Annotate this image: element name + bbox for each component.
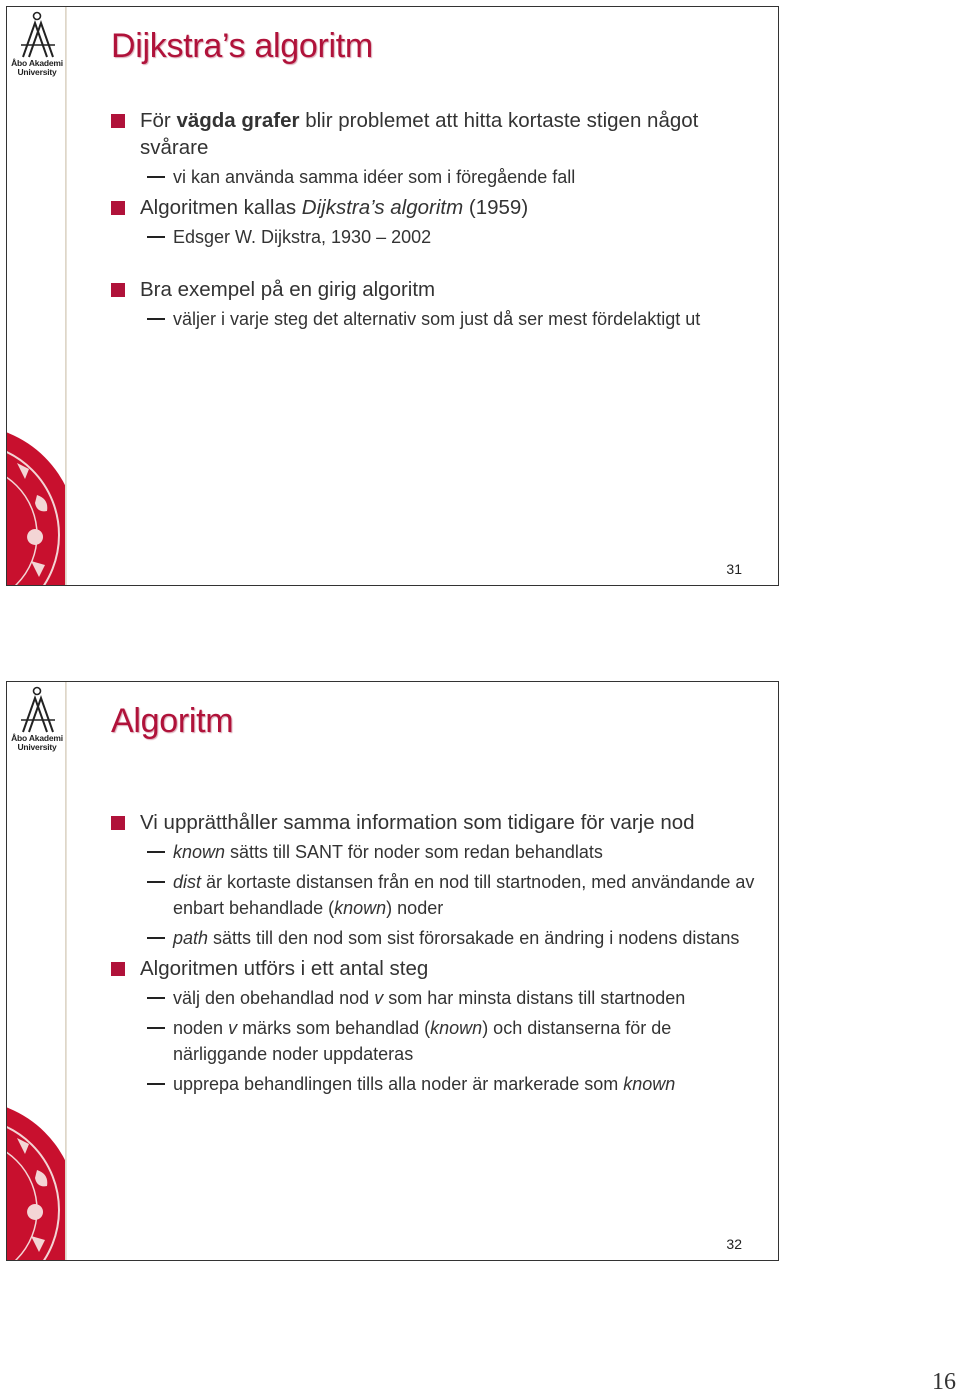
- italic-text: known: [430, 1018, 483, 1038]
- text: blir problemet att hitta kortaste stigen något svårare: [140, 109, 699, 159]
- dash-icon: [147, 851, 165, 853]
- bullet: [109, 809, 758, 836]
- abo-akademi-emblem-icon: [17, 11, 57, 59]
- dash-icon: [147, 1027, 165, 1029]
- sub-bullet: [109, 869, 758, 921]
- italic-text: dist: [173, 872, 202, 892]
- slide-body: [109, 107, 758, 336]
- text: (1959): [463, 196, 529, 219]
- italic-text: known: [334, 898, 387, 918]
- sub-bullet: [109, 164, 758, 190]
- dash-icon: [147, 1083, 165, 1085]
- brand-band: [7, 682, 67, 1260]
- text: Vi upprätthåller samma information som tidigare för varje nod: [140, 811, 695, 834]
- slide-page-number: 32: [726, 1236, 742, 1252]
- bullet-square-icon: [111, 114, 125, 128]
- bold-text: vägda grafer: [176, 109, 300, 132]
- text: sätts till den nod som sist förorsakade en ändring i nodens distans: [208, 928, 740, 948]
- text: är kortaste distansen från en nod till startnoden, med användande av enbart behandlade (: [173, 872, 755, 918]
- italic-text: path: [173, 928, 209, 948]
- seal-watermark-icon: [7, 1100, 67, 1260]
- seal-watermark-icon: [7, 425, 67, 585]
- italic-text: Dijkstra’s algoritm: [301, 196, 464, 219]
- italic-text: v: [374, 988, 384, 1008]
- sub-bullet: [109, 1071, 758, 1097]
- sub-bullet: [109, 839, 758, 865]
- logo-line1: Åbo Akademi: [11, 733, 63, 743]
- dash-icon: [147, 318, 165, 320]
- bullet: [109, 107, 758, 161]
- logo-line2: University: [17, 742, 57, 752]
- text: noden: [173, 1018, 229, 1038]
- bullet-square-icon: [111, 816, 125, 830]
- text: som har minsta distans till startnoden: [383, 988, 686, 1008]
- slide-31: [6, 6, 779, 586]
- text: sätts till SANT för noder som redan behandlats: [225, 842, 603, 862]
- dash-icon: [147, 176, 165, 178]
- text: För: [140, 109, 177, 132]
- sub-bullet: [109, 224, 758, 250]
- bullet: [109, 276, 758, 303]
- text: Bra exempel på en girig algoritm: [140, 278, 436, 301]
- sub-bullet: [109, 985, 758, 1011]
- slide-title: Dijkstra’s algoritm: [111, 27, 373, 65]
- text: Algoritmen kallas: [140, 196, 302, 219]
- slide-title: Algoritm: [111, 702, 234, 740]
- text: upprepa behandlingen tills alla noder är markerade som: [173, 1074, 624, 1094]
- text: märks som behandlad (: [237, 1018, 431, 1038]
- dash-icon: [147, 236, 165, 238]
- university-logo: [7, 686, 67, 752]
- text: ) noder: [386, 898, 444, 918]
- slide-body: [109, 809, 758, 1101]
- slide-page-number: 31: [726, 561, 742, 577]
- dash-icon: [147, 881, 165, 883]
- bullet: [109, 194, 758, 221]
- bullet-square-icon: [111, 283, 125, 297]
- text: Algoritmen utförs i ett antal steg: [140, 957, 429, 980]
- text: väljer i varje steg det alternativ som just då ser mest fördelaktigt ut: [173, 309, 701, 329]
- bullet-square-icon: [111, 962, 125, 976]
- italic-text: v: [228, 1018, 238, 1038]
- text: vi kan använda samma idéer som i föregående fall: [173, 167, 576, 187]
- logo-line2: University: [17, 67, 57, 77]
- logo-line1: Åbo Akademi: [11, 58, 63, 68]
- sub-bullet: [109, 925, 758, 951]
- brand-band: [7, 7, 67, 585]
- document-page-number: 16: [932, 1369, 956, 1395]
- abo-akademi-emblem-icon: [17, 686, 57, 734]
- sub-bullet: [109, 306, 758, 332]
- italic-text: known: [623, 1074, 676, 1094]
- text: välj den obehandlad nod: [173, 988, 375, 1008]
- italic-text: known: [173, 842, 226, 862]
- text: ) och distanserna för de närliggande noder uppdateras: [173, 1018, 672, 1064]
- dash-icon: [147, 937, 165, 939]
- text: Edsger W. Dijkstra, 1930 – 2002: [173, 227, 432, 247]
- university-logo: [7, 11, 67, 77]
- bullet: [109, 955, 758, 982]
- sub-bullet: [109, 1015, 758, 1067]
- slide-32: [6, 681, 779, 1261]
- dash-icon: [147, 997, 165, 999]
- bullet-square-icon: [111, 201, 125, 215]
